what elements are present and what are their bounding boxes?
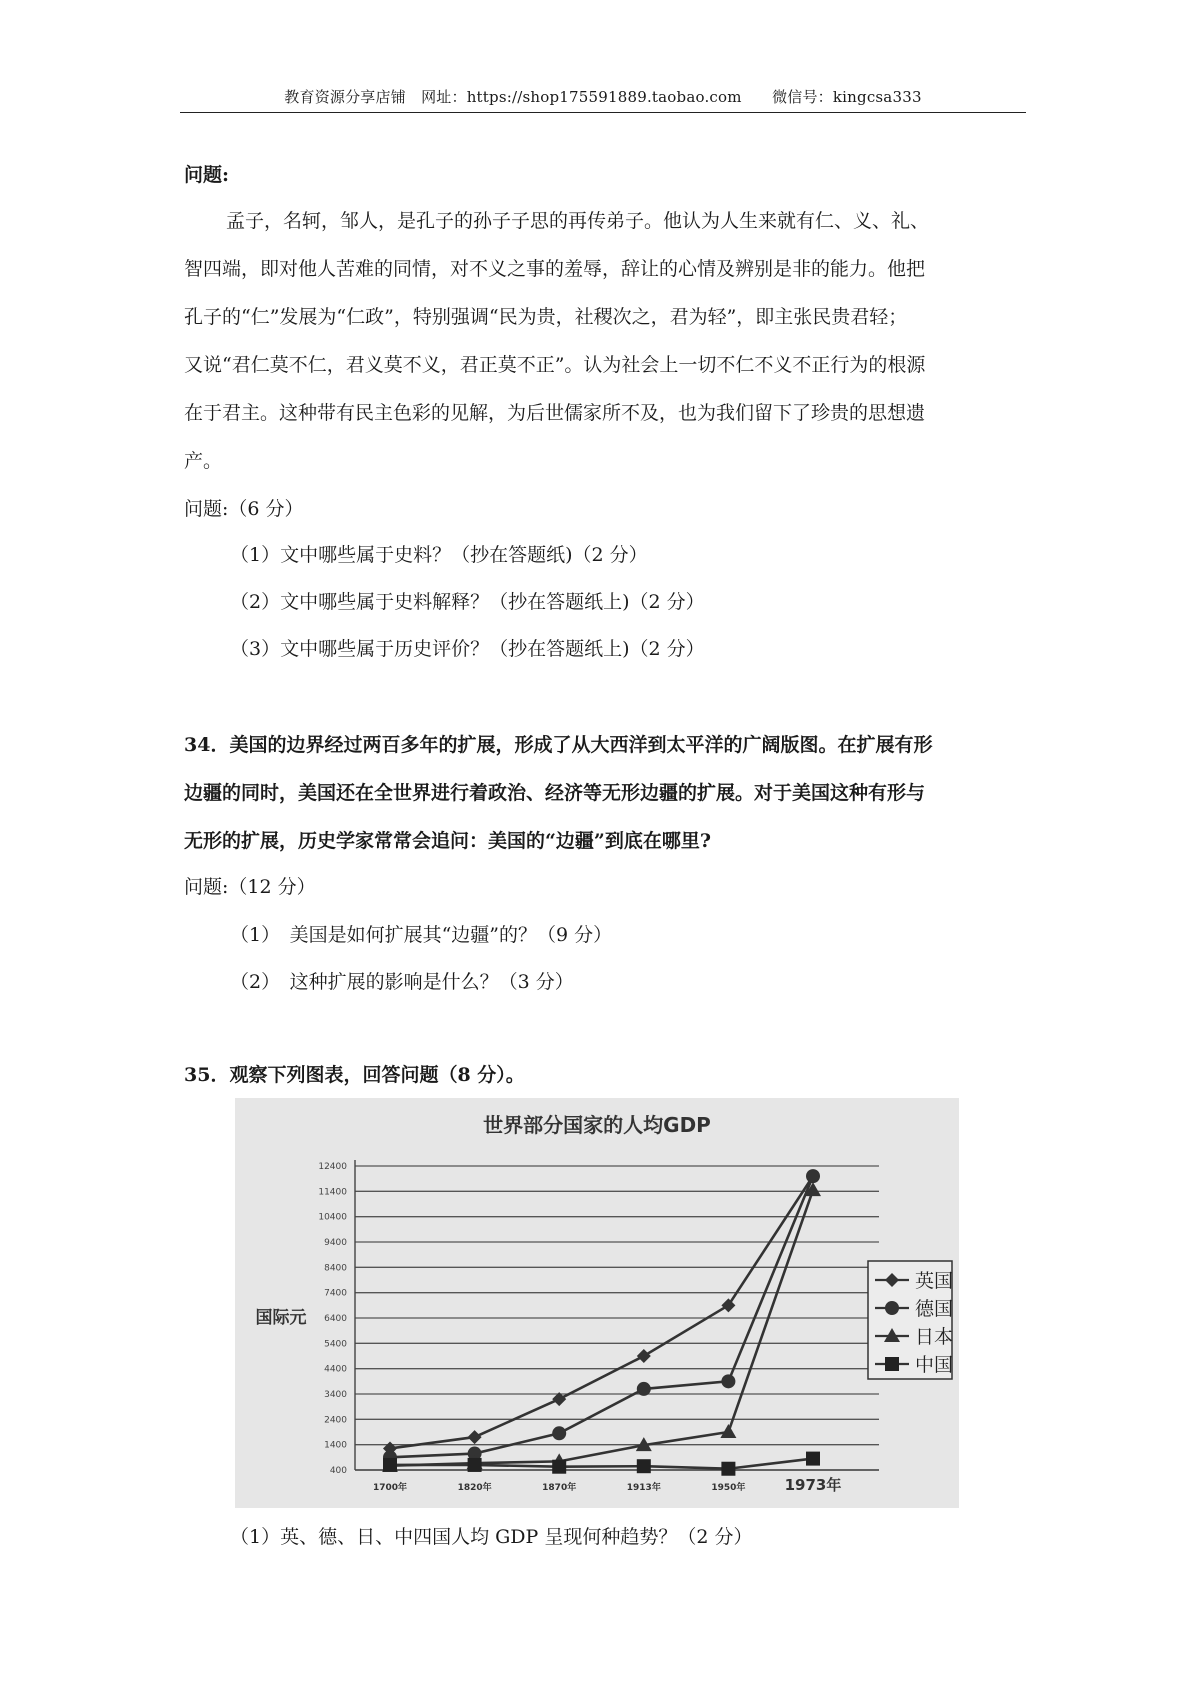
question-34-line: 边疆的同时，美国还在全世界进行着政治、经济等无形边疆的扩展。对于美国这种有形与 [184,782,926,804]
question-label: 问题:（12 分） [184,876,316,898]
gdp-chart [235,1098,959,1508]
data-point [637,1382,651,1396]
data-point [806,1169,820,1183]
legend-label: 中国 [915,1354,954,1376]
legend-label: 德国 [915,1298,954,1320]
data-point [468,1430,482,1444]
x-tick-label: 1973年 [784,1476,842,1494]
paragraph-line: 又说“君仁莫不仁，君义莫不义，君正莫不正”。认为社会上一切不仁不义不正行为的根源 [184,354,926,376]
legend-marker [885,1301,899,1315]
paragraph-line: 智四端，即对他人苦难的同情，对不义之事的羞辱，辞让的心情及辨别是非的能力。他把 [184,258,926,280]
question-item: （3）文中哪些属于历史评价？（抄在答题纸上)（2 分） [230,638,705,660]
chart-title: 世界部分国家的人均GDP [483,1113,711,1137]
question-35-heading: 35．观察下列图表，回答问题（8 分）。 [184,1064,525,1086]
y-tick-label: 11400 [318,1187,347,1198]
gdp-chart-svg [235,1098,959,1508]
data-point [552,1460,566,1474]
y-tick-label: 1400 [324,1440,347,1451]
x-tick-label: 1700年 [372,1483,408,1493]
y-tick-label: 5400 [324,1339,347,1350]
y-tick-label: 8400 [324,1263,347,1274]
legend-marker [885,1357,899,1371]
x-tick-label: 1870年 [542,1483,577,1493]
paragraph-line: 在于君主。这种带有民主色彩的见解，为后世儒家所不及，也为我们留下了珍贵的思想遗 [184,402,926,424]
paragraph-line: 孔子的“仁”发展为“仁政”，特别强调“民为贵，社稷次之，君为轻”，即主张民贵君轻； [184,306,908,328]
data-point [383,1458,397,1472]
series-line [390,1176,813,1457]
data-point [721,1374,735,1388]
question-head: 问题: [184,164,230,186]
chart-ylabel: 国际元 [255,1308,307,1328]
y-tick-label: 3400 [324,1390,347,1400]
legend-label: 日本 [915,1326,954,1348]
legend-label: 英国 [915,1270,954,1292]
series-line [390,1459,813,1469]
data-point [637,1459,651,1473]
data-point [637,1349,651,1363]
data-point [721,1298,735,1312]
y-tick-label: 7400 [324,1288,347,1299]
x-tick-label: 1820年 [457,1483,492,1493]
data-point [468,1458,482,1472]
paragraph-line: 产。 [184,450,223,472]
y-tick-label: 6400 [324,1314,347,1324]
data-point [720,1424,736,1438]
y-tick-label: 4400 [324,1364,347,1375]
page-header: 教育资源分享店铺 网址：https://shop175591889.taobao.com 微信号：kingcsa333 [284,88,922,106]
x-tick-label: 1913年 [626,1483,661,1493]
question-34-line: 34．美国的边界经过两百多年的扩展，形成了从大西洋到太平洋的广阔版图。在扩展有形 [184,734,933,756]
y-tick-label: 10400 [318,1212,347,1223]
paragraph-line: 孟子，名轲，邹人，是孔子的孙子子思的再传弟子。他认为人生来就有仁、义、礼、 [226,210,930,232]
question-item: （1）英、德、日、中四国人均 GDP 呈现何种趋势？（2 分） [230,1526,753,1548]
data-point [552,1426,566,1440]
question-item: （2）文中哪些属于史料解释？（抄在答题纸上)（2 分） [230,591,705,613]
y-tick-label: 9400 [324,1238,347,1248]
question-item: （2） 这种扩展的影响是什么？（3 分） [230,971,574,993]
data-point [721,1462,735,1476]
y-tick-label: 2400 [324,1415,347,1426]
question-item: （1） 美国是如何扩展其“边疆”的？（9 分） [230,924,613,946]
header-rule [180,112,1026,113]
y-tick-label: 400 [329,1466,347,1476]
question-34-line: 无形的扩展，历史学家常常会追问：美国的“边疆”到底在哪里? [184,830,711,852]
question-label: 问题:（6 分） [184,498,304,520]
x-tick-label: 1950年 [711,1483,746,1493]
y-tick-label: 12400 [318,1162,347,1172]
question-item: （1）文中哪些属于史料？（抄在答题纸)（2 分） [230,544,648,566]
data-point [806,1452,820,1466]
